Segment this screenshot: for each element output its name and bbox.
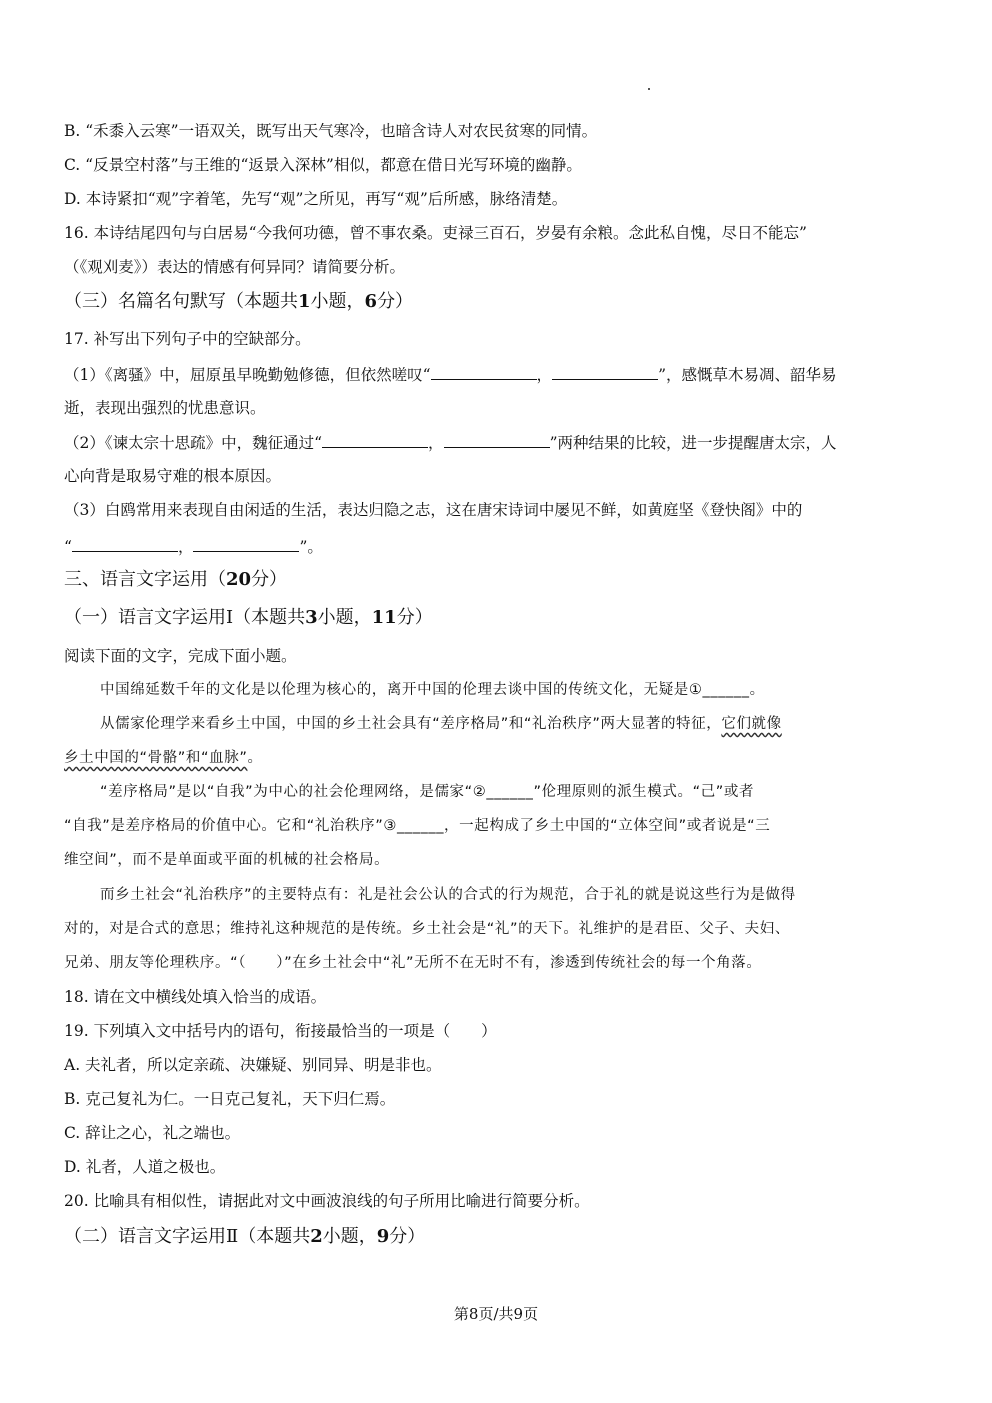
answer-blank[interactable] <box>322 431 428 448</box>
q15-option-b: B. “禾黍入云寒”一语双关，既写出天气寒冷，也暗含诗人对农民贫寒的同情。 <box>64 122 598 140</box>
q20: 20. 比喻具有相似性，请据此对文中画波浪线的句子所用比喻进行简要分析。 <box>64 1192 590 1210</box>
q17-item-2: （2）《谏太宗十思疏》中，魏征通过“ ， ”两种结果的比较，进一步提醒唐太宗，人 <box>64 431 924 454</box>
passage-paragraph-4-line-2: 对的，对是合式的意思；维持礼这种规范的是传统。乡土社会是“礼”的天下。礼维护的是君臣、父子、夫妇、 <box>64 921 790 937</box>
q17-item-1-cont: 逝，表现出强烈的忧患意识。 <box>64 399 266 417</box>
passage-paragraph-1: 中国绵延数千年的文化是以伦理为核心的，离开中国的伦理去谈中国的传统文化，无疑是①______。 <box>100 682 765 698</box>
q15-option-c: C. “反景空村落”与王维的“返景入深林”相似，都意在借日光写环境的幽静。 <box>64 156 582 174</box>
passage-paragraph-2-cont: 乡土中国的“骨骼”和“血脉”。 <box>64 750 263 766</box>
q19-option-d: D. 礼者，人道之极也。 <box>64 1158 226 1176</box>
passage-paragraph-3-line-2: “自我”是差序格局的价值中心。它和“礼治秩序”③______，一起构成了乡土中国的“立体空间”或者说是“三 <box>64 818 771 834</box>
q17-item-1: （1）《离骚》中，屈原虽早晚勤勉修德，但依然嗟叹“ ， ”，感慨草木易凋、韶华易 <box>64 363 924 386</box>
wavy-underlined-sentence: 乡土中国的“骨骼”和“血脉” <box>64 750 248 766</box>
q19-option-b: B. 克己复礼为仁。一日克己复礼，天下归仁焉。 <box>64 1090 396 1108</box>
q18: 18. 请在文中横线处填入恰当的成语。 <box>64 988 327 1006</box>
q17-stem: 17. 补写出下列句子中的空缺部分。 <box>64 330 311 348</box>
passage-paragraph-3-line-3: 维空间”，而不是单面或平面的机械的社会格局。 <box>64 852 390 868</box>
section-heading-language-use-2: （二）语言文字运用Ⅱ（本题共2小题，9分） <box>64 1226 426 1247</box>
passage-paragraph-2: 从儒家伦理学来看乡土中国，中国的乡土社会具有“差序格局”和“礼治秩序”两大显著的特征，它们就像 <box>100 716 782 732</box>
q19-option-a: A. 夫礼者，所以定亲疏、决嫌疑、别同异、明是非也。 <box>64 1056 442 1074</box>
passage-paragraph-3: “差序格局”是以“自我”为中心的社会伦理网络，是儒家“②______”伦理原则的派生模式。“己”或者 <box>100 784 755 800</box>
answer-blank[interactable] <box>552 363 658 380</box>
section-heading-dictation: （三）名篇名句默写（本题共1小题，6分） <box>64 291 414 312</box>
q17-item-3: （3）白鸥常用来表现自由闲适的生活，表达归隐之志，这在唐宋诗词中屡见不鲜，如黄庭坚《登快阁》中的 <box>64 501 803 519</box>
section-heading-language-use-1: （一）语言文字运用Ⅰ（本题共3小题，11分） <box>64 607 433 628</box>
answer-blank[interactable] <box>193 535 299 552</box>
reading-instruction: 阅读下面的文字，完成下面小题。 <box>64 647 297 665</box>
part-heading-language-use: 三、语言文字运用（20分） <box>64 569 288 590</box>
q17-item-3-cont: “ ， ”。 <box>64 535 924 558</box>
answer-blank[interactable] <box>431 363 537 380</box>
q16-line-2: （《观刈麦》）表达的情感有何异同？请简要分析。 <box>64 258 406 276</box>
scan-mark <box>648 88 650 90</box>
page-number: 第8页/共9页 <box>453 1305 539 1323</box>
q19-option-c: C. 辞让之心，礼之端也。 <box>64 1124 241 1142</box>
q16-line-1: 16. 本诗结尾四句与白居易“今我何功德，曾不事农桑。吏禄三百石，岁晏有余粮。念此私自愧，尽日不能忘” <box>64 224 807 242</box>
q17-item-2-cont: 心向背是取易守难的根本原因。 <box>64 467 282 485</box>
answer-blank[interactable] <box>444 431 550 448</box>
wavy-underlined-sentence: 它们就像 <box>721 716 782 732</box>
passage-paragraph-4: 而乡土社会“礼治秩序”的主要特点有：礼是社会公认的合式的行为规范，合于礼的就是说这些行为是做得 <box>100 887 796 903</box>
passage-paragraph-4-line-3: 兄弟、朋友等伦理秩序。“（ ）”在乡土社会中“礼”无所不在无时不有，渗透到传统社会的每一个角落。 <box>64 955 762 971</box>
answer-blank[interactable] <box>72 535 178 552</box>
q19-stem: 19. 下列填入文中括号内的语句，衔接最恰当的一项是（ ） <box>64 1022 497 1040</box>
q15-option-d: D. 本诗紧扣“观”字着笔，先写“观”之所见，再写“观”后所感，脉络清楚。 <box>64 190 568 208</box>
